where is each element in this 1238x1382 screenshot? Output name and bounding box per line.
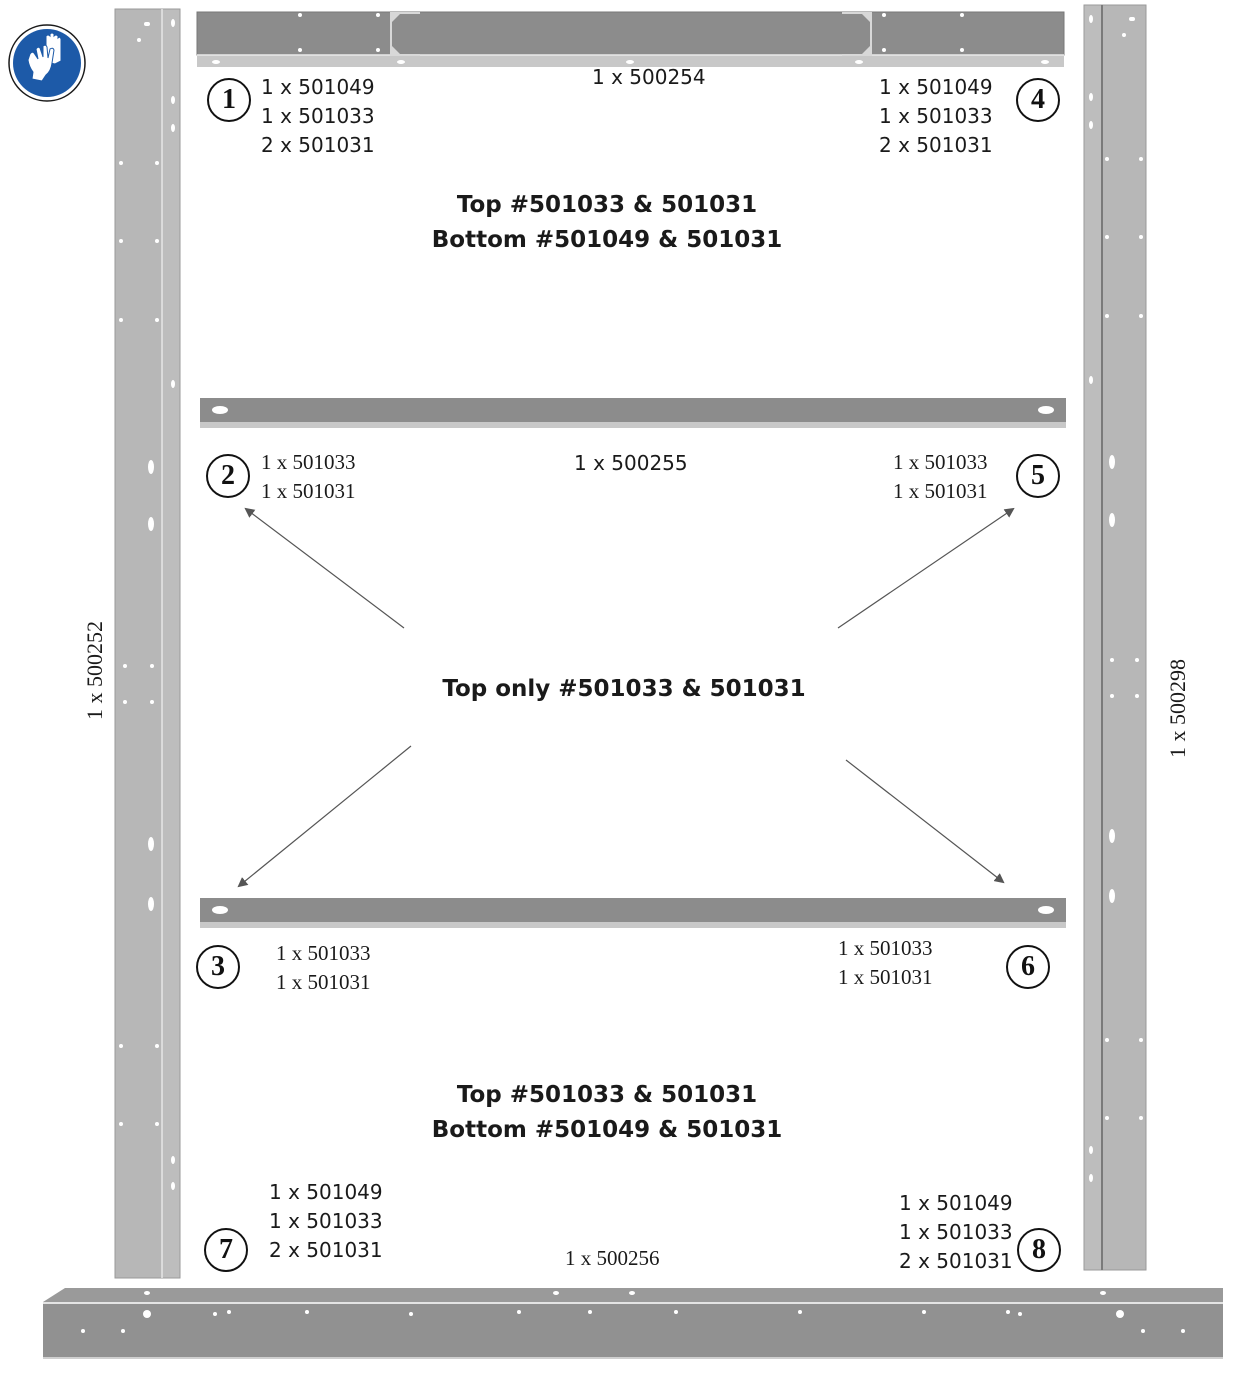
middle-note: Top only #501033 & 501031 xyxy=(442,676,806,702)
part-qty: 1 x 501033 xyxy=(899,1220,1013,1244)
corner-badge-5: 5 xyxy=(1016,454,1060,498)
corner-badge-4: 4 xyxy=(1016,78,1060,122)
lower-note xyxy=(407,1078,807,1148)
corner-7-parts xyxy=(269,1178,383,1265)
part-qty: 2 x 501031 xyxy=(899,1249,1013,1273)
part-qty: 2 x 501031 xyxy=(269,1238,383,1262)
corner-badge-6: 6 xyxy=(1006,945,1050,989)
corner-badge-8: 8 xyxy=(1017,1228,1061,1272)
corner-badge-7: 7 xyxy=(204,1228,248,1272)
corner-badge-1: 1 xyxy=(207,78,251,122)
part-qty: 1 x 501049 xyxy=(269,1180,383,1204)
part-qty: 1 x 501033 xyxy=(838,936,933,960)
part-qty: 1 x 501033 xyxy=(261,450,356,474)
corner-5-parts xyxy=(893,448,988,506)
corner-badge-2: 2 xyxy=(206,454,250,498)
part-qty: 2 x 501031 xyxy=(879,133,993,157)
top-beam-label: 1 x 500254 xyxy=(592,65,706,89)
bottom-beam-500256 xyxy=(43,1288,1223,1358)
part-qty: 1 x 501049 xyxy=(261,75,375,99)
part-qty: 1 x 501049 xyxy=(899,1191,1013,1215)
gloves-required-icon xyxy=(9,25,85,101)
upper-note xyxy=(407,188,807,258)
corner-1-parts xyxy=(261,73,375,160)
part-qty: 1 x 501033 xyxy=(879,104,993,128)
part-qty: 2 x 501031 xyxy=(261,133,375,157)
lower-note-line2: Bottom #501049 & 501031 xyxy=(431,1117,783,1143)
middle-beam-label: 1 x 500255 xyxy=(574,451,688,475)
left-post-label: 1 x 500252 xyxy=(82,621,107,720)
upper-note-line1: Top #501033 & 501031 xyxy=(456,192,758,218)
corner-2-parts xyxy=(261,448,356,506)
part-qty: 1 x 501031 xyxy=(261,479,356,503)
corner-6-parts xyxy=(838,934,933,992)
left-post-500252 xyxy=(115,9,180,1278)
lower-beam xyxy=(200,898,1066,928)
corner-8-parts xyxy=(899,1189,1013,1276)
corner-badge-3: 3 xyxy=(196,945,240,989)
part-qty: 1 x 501033 xyxy=(276,941,371,965)
right-post-500298 xyxy=(1084,5,1146,1270)
part-qty: 1 x 501031 xyxy=(838,965,933,989)
part-qty: 1 x 501031 xyxy=(276,970,371,994)
lower-note-line1: Top #501033 & 501031 xyxy=(456,1082,758,1108)
bottom-beam-label: 1 x 500256 xyxy=(565,1246,660,1270)
part-qty: 1 x 501049 xyxy=(879,75,993,99)
corner-3-parts xyxy=(276,939,371,997)
corner-4-parts xyxy=(879,73,993,160)
middle-beam-500255 xyxy=(200,398,1066,428)
right-post-label: 1 x 500298 xyxy=(1165,659,1190,758)
top-beam-500254 xyxy=(197,12,1064,67)
upper-note-line2: Bottom #501049 & 501031 xyxy=(431,227,783,253)
part-qty: 1 x 501033 xyxy=(269,1209,383,1233)
part-qty: 1 x 501031 xyxy=(893,479,988,503)
part-qty: 1 x 501033 xyxy=(261,104,375,128)
part-qty: 1 x 501033 xyxy=(893,450,988,474)
